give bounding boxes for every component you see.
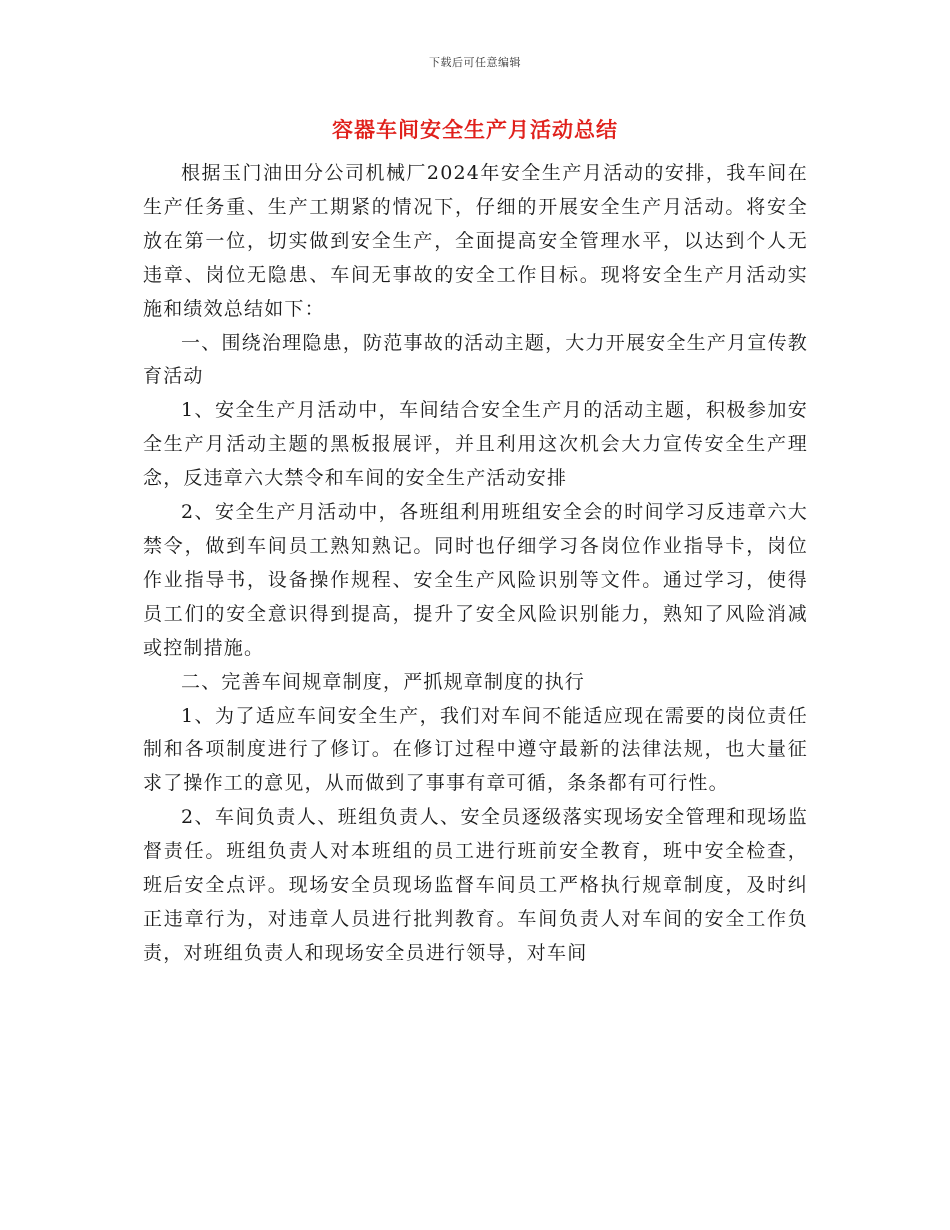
header-note: 下载后可任意编辑 <box>429 56 521 69</box>
section-heading-1: 一、围绕治理隐患，防范事故的活动主题，大力开展安全生产月宣传教育活动 <box>143 331 808 388</box>
page-title: 容器车间安全生产月活动总结 <box>332 117 618 142</box>
section-heading-2: 二、完善车间规章制度，严抓规章制度的执行 <box>181 670 586 693</box>
paragraph-1-2: 2、安全生产月活动中，各班组利用班组安全会的时间学习反违章六大禁令，做到车间员工熟知熟记。同时也仔细学习各岗位作业指导卡，岗位作业指导书，设备操作规程、安全生产风险识别等文件。通过学习，使得员工们的安全意识得到提高，提升了安全风险识别能力，熟知了风险消减或控制措施。 <box>143 501 808 659</box>
paragraph-1-1: 1、安全生产月活动中，车间结合安全生产月的活动主题，积极参加安全生产月活动主题的黑板报展评，并且利用这次机会大力宣传安全生产理念，反违章六大禁令和车间的安全生产活动安排 <box>143 399 808 490</box>
paragraph-2-2: 2、车间负责人、班组负责人、安全员逐级落实现场安全管理和现场监督责任。班组负责人对本班组的员工进行班前安全教育，班中安全检查，班后安全点评。现场安全员现场监督车间员工严格执行规章制度，及时纠正违章行为，对违章人员进行批判教育。车间负责人对车间的安全工作负责，对班组负责人和现场安全员进行领导，对车间 <box>143 806 808 964</box>
paragraph-intro: 根据玉门油田分公司机械厂2024年安全生产月活动的安排，我车间在生产任务重、生产工期紧的情况下，仔细的开展安全生产月活动。将安全放在第一位，切实做到安全生产，全面提高安全管理水平，以达到个人无违章、岗位无隐患、车间无事故的安全工作目标。现将安全生产月活动实施和绩效总结如下： <box>143 162 808 320</box>
document-body <box>143 157 808 971</box>
paragraph-2-1: 1、为了适应车间安全生产，我们对车间不能适应现在需要的岗位责任制和各项制度进行了修订。在修订过程中遵守最新的法律法规，也大量征求了操作工的意见，从而做到了事事有章可循，条条都有可行性。 <box>143 704 808 795</box>
